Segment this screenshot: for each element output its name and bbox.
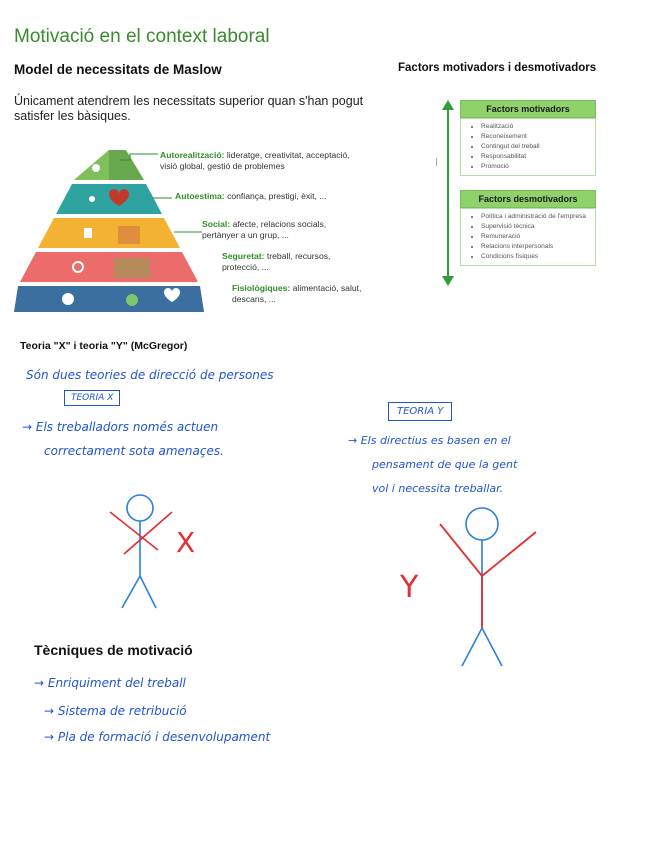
stick-figure-x — [100, 490, 220, 620]
maslow-level-5-text: alimentació, salut, descans, ... — [232, 283, 362, 304]
bulb-icon — [92, 164, 100, 172]
maslow-intro: Únicament atendrem les necessitats superior quan s'han pogut satisfer les bàsiques. — [14, 94, 364, 123]
motivators-panel — [460, 100, 596, 176]
maslow-level-1-text: lideratge, creativitat, acceptació, visió global, gestió de problemes — [160, 150, 350, 171]
demotivators-title: Factors desmotivadors — [460, 190, 596, 208]
page-title: Motivació en el context laboral — [14, 26, 270, 47]
theory-x-box: TEORIA X — [64, 390, 120, 406]
list-item: • Contingut del treball — [481, 142, 589, 152]
theory-y-text-3: vol i necessita treballar. — [372, 482, 504, 495]
list-item: • Responsabilitat — [481, 152, 589, 162]
maslow-level-3-name: Social: — [202, 219, 231, 229]
stick-figure-y — [430, 500, 550, 672]
food-icon — [126, 294, 138, 306]
double-arrow-icon — [440, 98, 456, 288]
maslow-level-2 — [175, 191, 365, 202]
pyramid-level-autoestima — [56, 184, 162, 214]
technique-item-2: → Sistema de retribució — [44, 704, 187, 718]
divider-tick — [436, 158, 437, 166]
list-item: • Supervisió tècnica — [481, 222, 589, 232]
theory-y-box: TEORIA Y — [388, 402, 452, 421]
maslow-level-4-name: Seguretat: — [222, 251, 265, 261]
factors-heading: Factors motivadors i desmotivadors — [398, 62, 597, 74]
list-item: • Remuneració — [481, 232, 589, 242]
list-item: • Reconeixement — [481, 132, 589, 142]
user-icon — [89, 196, 95, 202]
motivators-list-box — [460, 118, 596, 176]
techniques-heading: Tècniques de motivació — [34, 642, 193, 658]
technique-item-1: → Enriquiment del treball — [34, 676, 186, 690]
maslow-level-2-text: confiança, prestigi, èxit, ... — [227, 191, 327, 201]
maslow-level-1-name: Autorealització: — [160, 150, 225, 160]
y-mark: Y — [400, 570, 419, 605]
demotivators-list — [475, 212, 589, 262]
maslow-level-3 — [202, 219, 362, 241]
list-item: • Relacions interpersonals — [481, 242, 589, 252]
motivators-title: Factors motivadors — [460, 100, 596, 118]
pyramid-level-social — [38, 218, 180, 248]
maslow-level-1 — [160, 150, 360, 172]
house-icon — [114, 258, 150, 278]
mcgregor-intro-note: Són dues teories de direcció de persones — [26, 368, 274, 382]
people-icon — [118, 226, 140, 244]
theory-x-text-1: → Els treballadors només actuen — [22, 420, 219, 434]
theory-y-text-2: pensament de que la gent — [372, 458, 518, 471]
technique-item-3: → Pla de formació i desenvolupament — [44, 730, 271, 744]
maslow-level-5-name: Fisiològiques: — [232, 283, 291, 293]
list-item: • Realització — [481, 122, 589, 132]
list-item: • Condicions físiques — [481, 252, 589, 262]
list-item: • Política i administració de l'empresa — [481, 212, 589, 222]
maslow-level-5 — [232, 283, 362, 305]
gear-icon — [62, 293, 74, 305]
mcgregor-heading: Teoria "X" i teoria "Y" (McGregor) — [20, 340, 188, 352]
demotivators-panel — [460, 190, 596, 266]
motivators-list — [475, 122, 589, 172]
x-mark: X — [176, 526, 196, 559]
theory-y-text-1: → Els directius es basen en el — [348, 434, 511, 447]
demotivators-list-box — [460, 208, 596, 266]
list-item: • Promoció — [481, 162, 589, 172]
maslow-heading: Model de necessitats de Maslow — [14, 62, 222, 77]
maslow-level-4-text: treball, recursos, protecció, ... — [222, 251, 331, 272]
group-icon — [84, 228, 92, 238]
maslow-level-3-text: afecte, relacions socials, pertànyer a un grup, ... — [202, 219, 327, 240]
theory-x-text-2: correctament sota amenaçes. — [44, 444, 224, 458]
maslow-level-2-name: Autoestima: — [175, 191, 225, 201]
maslow-level-4 — [222, 251, 362, 273]
pyramid-level-seguretat — [20, 252, 198, 282]
